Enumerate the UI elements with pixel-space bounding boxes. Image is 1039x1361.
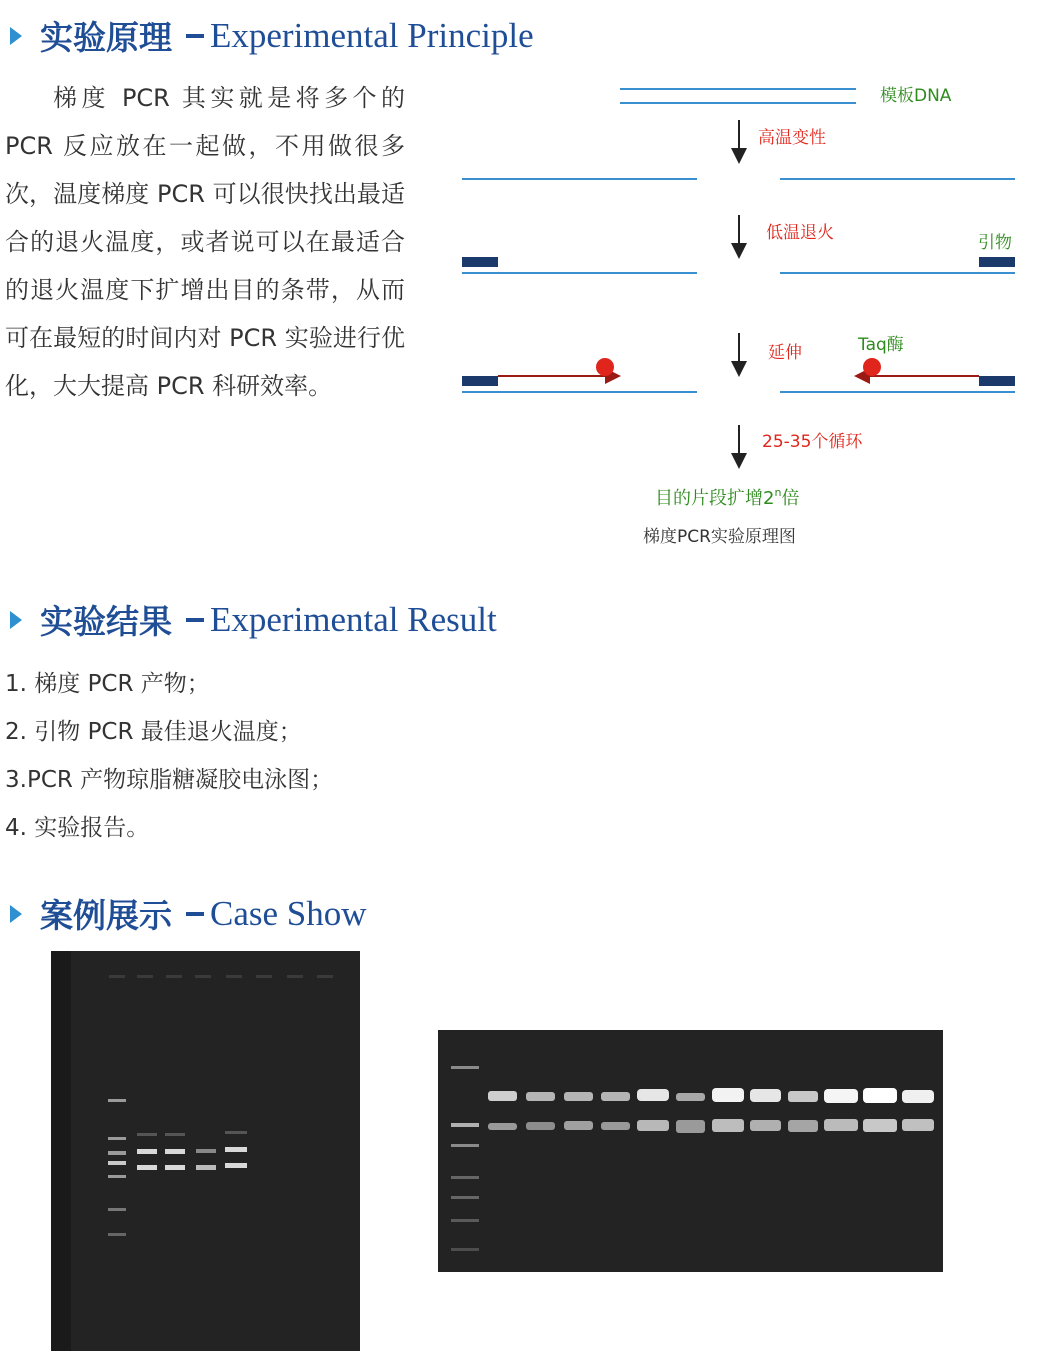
primer-label: 引物 bbox=[978, 233, 1012, 253]
section-title-en: Experimental Result bbox=[210, 599, 497, 639]
section-header-case bbox=[10, 890, 367, 937]
triangle-bullet-icon bbox=[10, 905, 22, 923]
extend-label: 延伸 bbox=[768, 343, 802, 363]
triangle-bullet-icon bbox=[10, 611, 22, 629]
gel-electrophoresis-1-icon bbox=[51, 951, 360, 1351]
title-dash bbox=[186, 912, 204, 916]
list-item: 1. 梯度 PCR 产物； bbox=[5, 671, 210, 697]
list-item: 3.PCR 产物琼脂糖凝胶电泳图； bbox=[5, 767, 334, 793]
result-list bbox=[5, 660, 333, 852]
gel-image-2 bbox=[438, 1030, 943, 1272]
section-title-en: Experimental Principle bbox=[210, 15, 534, 55]
extension-primer-left bbox=[462, 376, 498, 386]
list-item: 4. 实验报告。 bbox=[5, 815, 150, 841]
cycles-label: 25-35个循环 bbox=[762, 432, 863, 452]
section-title-en: Case Show bbox=[210, 893, 367, 933]
result-label: 目的片段扩增2$^n$倍 bbox=[655, 486, 800, 509]
anneal-label: 低温退火 bbox=[766, 223, 834, 243]
denature-label: 高温变性 bbox=[758, 128, 826, 148]
taq-label: Taq酶 bbox=[858, 335, 904, 355]
section-header-principle bbox=[10, 12, 534, 59]
section-title-cn: 实验原理 bbox=[40, 18, 172, 57]
primer-right bbox=[979, 257, 1015, 267]
primer-left bbox=[462, 257, 498, 267]
title-dash bbox=[186, 618, 204, 622]
taq-enzyme-right-icon bbox=[863, 358, 881, 376]
gel-image-1 bbox=[51, 951, 360, 1351]
diagram-caption: 梯度PCR实验原理图 bbox=[643, 527, 796, 547]
template-label: 模板DNA bbox=[880, 86, 952, 106]
section-header-result bbox=[10, 596, 497, 643]
title-dash bbox=[186, 34, 204, 38]
triangle-bullet-icon bbox=[10, 27, 22, 45]
principle-paragraph: 梯度 PCR 其实就是将多个的 PCR 反应放在一起做，不用做很多次，温度梯度 PCR 可以很快找出最适合的退火温度，或者说可以在最适合的退火温度下扩增出目的条带，从而可在最短的时间内对 PCR 实验进行优化，大大提高 PCR 科研效率。 bbox=[5, 84, 405, 400]
gel-electrophoresis-2-icon bbox=[438, 1030, 943, 1272]
section-title-cn: 案例展示 bbox=[40, 896, 172, 935]
pcr-principle-diagram bbox=[455, 75, 1025, 555]
taq-enzyme-left-icon bbox=[596, 358, 614, 376]
extension-primer-right bbox=[979, 376, 1015, 386]
list-item: 2. 引物 PCR 最佳退火温度； bbox=[5, 719, 302, 745]
section-title-cn: 实验结果 bbox=[40, 602, 172, 641]
